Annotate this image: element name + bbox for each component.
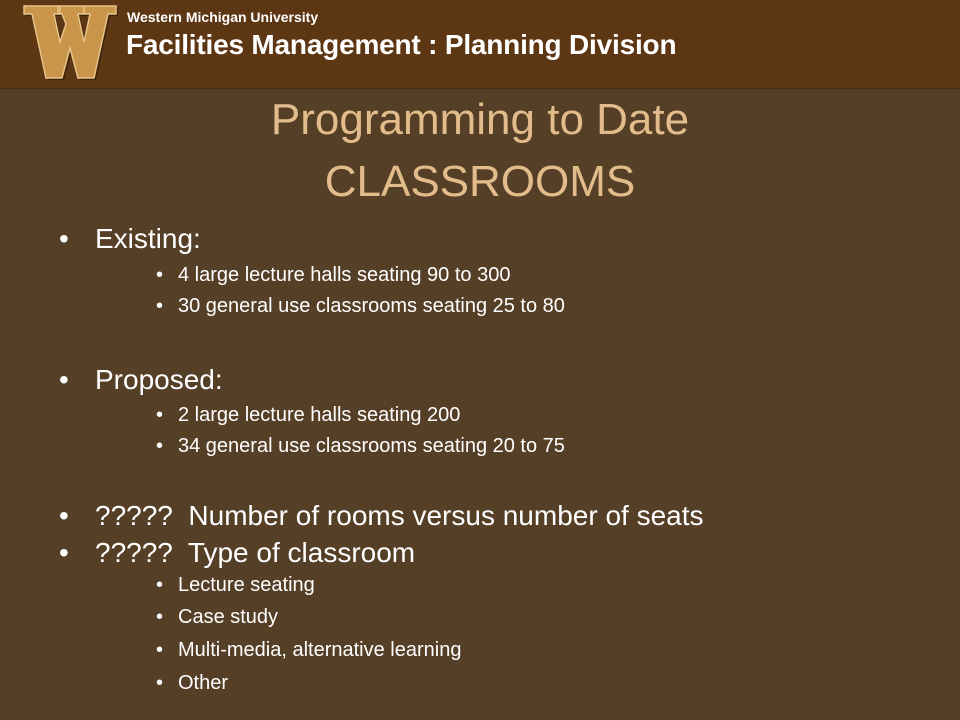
- bullet-label: Existing:: [95, 223, 201, 254]
- bullet-label: ????? Number of rooms versus number of seats: [95, 500, 704, 531]
- bullet-icon: •: [59, 537, 69, 568]
- bullet-proposed: [59, 364, 223, 395]
- bullet-icon: •: [156, 264, 164, 286]
- slide-subtitle: CLASSROOMS: [324, 157, 636, 206]
- sub-bullet-text: 2 large lecture halls seating 200: [178, 404, 461, 426]
- bullet-icon: •: [156, 672, 164, 694]
- bullet-icon: •: [59, 500, 69, 531]
- bullet-icon: •: [156, 574, 164, 596]
- sub-bullet: [156, 639, 462, 661]
- bullet-icon: •: [156, 435, 164, 457]
- sub-bullet: [156, 672, 229, 694]
- sub-bullet-text: 34 general use classrooms seating 20 to 75: [178, 435, 565, 457]
- sub-bullet: [156, 404, 461, 426]
- sub-bullet-text: 4 large lecture halls seating 90 to 300: [178, 264, 511, 286]
- bullet-existing: [59, 223, 201, 254]
- bullet-rooms-question: [59, 500, 704, 531]
- sub-bullet-text: 30 general use classrooms seating 25 to 80: [178, 295, 565, 317]
- sub-bullet: [156, 264, 511, 286]
- bullet-type-question: [59, 537, 416, 568]
- bullet-icon: •: [156, 295, 164, 317]
- organization-name: Western Michigan University: [127, 9, 319, 25]
- bullet-icon: •: [156, 606, 164, 628]
- bullet-icon: •: [156, 639, 164, 661]
- bullet-icon: •: [59, 364, 69, 395]
- sub-bullet: [156, 435, 565, 457]
- sub-bullet: [156, 574, 315, 596]
- slide-title: Programming to Date: [270, 95, 690, 144]
- sub-bullet-text: Case study: [178, 606, 279, 628]
- bullet-icon: •: [156, 404, 164, 426]
- bullet-label: Proposed:: [95, 364, 223, 395]
- division-name: Facilities Management : Planning Division: [126, 29, 677, 60]
- sub-bullet-text: Other: [178, 672, 229, 694]
- bullet-icon: •: [59, 223, 69, 254]
- sub-bullet: [156, 295, 565, 317]
- sub-bullet: [156, 606, 279, 628]
- bullet-label: ????? Type of classroom: [95, 537, 416, 568]
- sub-bullet-text: Multi-media, alternative learning: [178, 639, 462, 661]
- sub-bullet-text: Lecture seating: [178, 574, 315, 596]
